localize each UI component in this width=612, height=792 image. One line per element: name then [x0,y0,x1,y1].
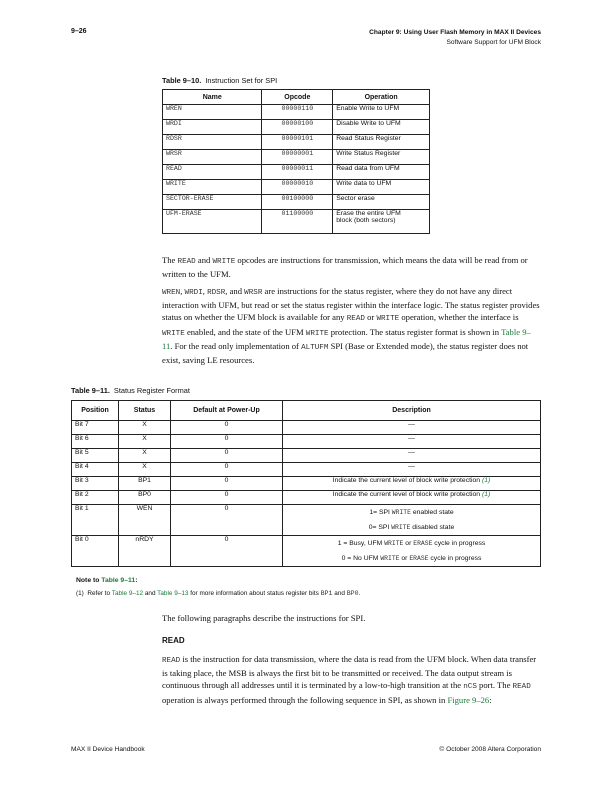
table-row [163,105,430,120]
table-header-row [72,401,541,421]
instr-opcode: 00000110 [262,105,333,120]
figure-9-26-link[interactable]: Figure 9–26 [447,694,490,705]
footer-copyright: © October 2008 Altera Corporation [439,746,541,753]
table1-title: Instruction Set for SPI [205,76,278,85]
instruction-set-table [162,89,430,234]
table-row [163,135,430,150]
instr-op: Erase the entire UFM block (both sectors) [333,210,430,234]
footer-handbook: MAX II Device Handbook [71,746,145,753]
table-9-12-link[interactable]: Table 9–12 [111,590,144,597]
table-header-row [163,90,430,105]
table2-title: Status Register Format [113,386,190,395]
instr-name: RDSR [163,135,262,150]
table-row: Bit 3 BP1 0 Indicate the current level of block write protection (1) [72,477,541,491]
table-row: Bit 4 X 0 — [72,463,541,477]
instr-name: WRITE [163,180,262,195]
instr-op: Read Status Register [333,135,430,150]
col-opcode: Opcode [262,90,333,105]
instr-opcode: 00100000 [262,195,333,210]
col-description: Description [283,401,541,421]
col-position: Position [72,401,119,421]
table-row [163,120,430,135]
chapter-title: Chapter 9: Using User Flash Memory in MAX II Devices [369,29,541,36]
instr-opcode: 01100000 [262,210,333,234]
instr-name: UFM-ERASE [163,210,262,234]
paragraph-status-register: WREN, WRDI, RDSR, and WRSR are instructions for the status register, where they do not have any direct interaction with UFM, but read or set the status register within the interface logic. The status register provides status on whether the UFM block is available for any READ or WRITE operation, whether the interface is WRITE enabled, and the state of the UFM WRITE protection. The status register format is shown in Table 9–11. For the read only implementation of ALTUFM SPI (Base or Extended mode), the status register does not exist, saving LE resources. [162,286,540,366]
table-row [163,165,430,180]
table1-caption [162,76,277,85]
instr-op: Write data to UFM [333,180,430,195]
section-title: Software Support for UFM Block [446,39,541,46]
paragraph-read-write: The READ and WRITE opcodes are instructions for transmission, which means the data will be read from or written to the UFM. [162,255,528,280]
col-default: Default at Power-Up [171,401,283,421]
instr-name: WRDI [163,120,262,135]
instr-opcode: 00000010 [262,180,333,195]
footnote-ref[interactable]: (1) [481,477,491,484]
instr-opcode: 00000100 [262,120,333,135]
running-header [369,28,541,48]
col-operation: Operation [333,90,430,105]
table-9-11-link[interactable]: Table 9–11 [162,326,531,351]
paragraph-read-instruction: READ is the instruction for data transmission, where the data is read from the UFM block. When data transfer is taking place, the MSB is always the first bit to be transmitted or received. The data output stream is continuous through all addresses until it is terminated by a low-to-high transition at the nCS port. The READ operation is always performed through the following sequence in SPI, as shown in Figure 9–26: [162,654,537,705]
table-row [163,195,430,210]
instr-name: WREN [163,105,262,120]
instr-op: Sector erase [333,195,430,210]
instr-name: SECTOR-ERASE [163,195,262,210]
table-row [163,210,430,234]
instr-op: Enable Write to UFM [333,105,430,120]
status-register-table [71,400,541,567]
table-row: Bit 0 nRDY 0 1 = Busy, UFM WRITE or ERASE cycle in progress 0 = No UFM WRITE or ERASE cycle in progress [72,536,541,567]
instr-opcode: 00000001 [262,150,333,165]
table-note-item: (1) Refer to Table 9–12 and Table 9–13 for more information about status register bits BP1 and BP0. [76,590,361,597]
note-table-link[interactable]: Table 9–11 [101,577,136,584]
instr-name: WRSR [163,150,262,165]
footnote-ref[interactable]: (1) [481,491,491,498]
table-row: Bit 2 BP0 0 Indicate the current level of block write protection (1) [72,491,541,505]
paragraph-instructions-intro: The following paragraphs describe the instructions for SPI. [162,613,366,623]
table-row [163,150,430,165]
instr-opcode: 00000011 [262,165,333,180]
table-row: Bit 5 X 0 — [72,449,541,463]
instr-name: READ [163,165,262,180]
table-row: Bit 7 X 0 — [72,421,541,435]
instr-op: Read data from UFM [333,165,430,180]
read-heading: READ [162,636,185,645]
col-name: Name [163,90,262,105]
table1-label: Table 9–10. [162,76,202,85]
page-number: 9–26 [71,28,87,35]
instr-op: Disable Write to UFM [333,120,430,135]
table-9-13-link[interactable]: Table 9–13 [157,590,189,597]
instr-op: Write Status Register [333,150,430,165]
col-status: Status [119,401,171,421]
instr-opcode: 00000101 [262,135,333,150]
table-row [163,180,430,195]
table-note-heading: Note to Table 9–11: [76,577,138,584]
table2-label: Table 9–11. [71,386,110,395]
table-row: Bit 6 X 0 — [72,435,541,449]
table-row: Bit 1 WEN 0 1= SPI WRITE enabled state 0= SPI WRITE disabled state [72,505,541,536]
table2-caption [71,386,190,395]
